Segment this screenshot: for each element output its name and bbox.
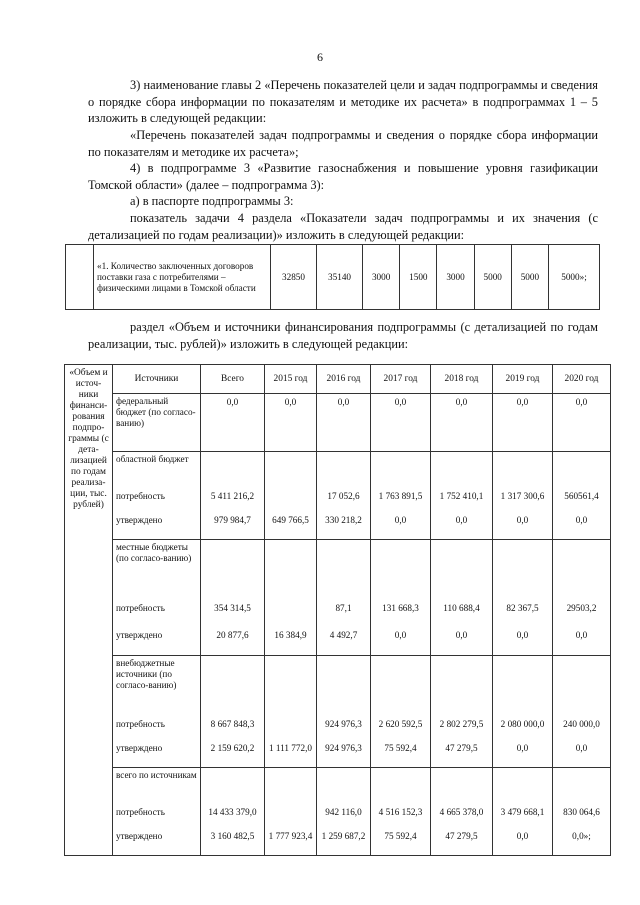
total-cell (371, 768, 431, 856)
total-source-cell (113, 768, 201, 856)
header-cell: 2017 год (371, 365, 431, 394)
local-need: 82 367,5 (506, 603, 539, 613)
offbudget-cell (317, 656, 371, 768)
indicator-table (65, 244, 600, 310)
finance-header-row (65, 365, 611, 394)
total-need (265, 806, 316, 819)
total-need: 3 479 668,1 (500, 807, 545, 817)
total-cell (493, 768, 553, 856)
indicator-value: 35140 (317, 245, 363, 310)
total-need: 830 064,6 (563, 807, 600, 817)
total-approved: 1 777 923,4 (268, 831, 313, 841)
total-approved: 3 160 482,5 (210, 831, 255, 841)
indicator-value: 5000 (474, 245, 511, 310)
local-need: 131 668,3 (382, 603, 419, 613)
indicator-value: 3000 (363, 245, 400, 310)
offbudget-approved: 47 279,5 (445, 743, 478, 753)
total-need: 942 116,0 (325, 807, 362, 817)
offbudget-need: 2 080 000,0 (500, 719, 545, 729)
paragraph-2: «Перечень показателей задач подпрограммы и сведения о порядке сбора информации по показателям и методике их расчета»; (88, 128, 598, 159)
paragraph-5: показатель задачи 4 раздела «Показатели задач подпрограммы и их значения (с детализацией по годам реализации)» изложить в следующей редакции: (88, 211, 598, 242)
regional-row (65, 452, 611, 540)
need-label: потребность (116, 603, 165, 613)
local-approved: 0,0 (455, 630, 468, 640)
header-cell: 2020 год (553, 365, 611, 394)
offbudget-approved: 924 976,3 (325, 743, 362, 753)
federal-cell (553, 394, 611, 452)
offbudget-cell (553, 656, 611, 768)
indicator-value: 3000 (437, 245, 474, 310)
regional-cell (265, 452, 317, 540)
local-approved: 0,0 (394, 630, 407, 640)
federal-value: 0,0 (284, 397, 297, 407)
finance-table (64, 364, 611, 856)
regional-need: 5 411 216,2 (210, 491, 255, 501)
regional-need: 1 317 300,6 (500, 491, 545, 501)
local-label: местные бюджеты (по согласо-ванию) (116, 542, 192, 563)
paragraph-1: 3) наименование главы 2 «Перечень показателей цели и задач подпрограммы и сведения о порядке сбора информации по показателям и методике их расчета» в подпрограммах 1 – 5 изложить в следующей редакции: (88, 78, 598, 125)
regional-cell (493, 452, 553, 540)
federal-cell (201, 394, 265, 452)
finance-first-cell: «Объем и источ-ники финанси-рования подпро-граммы (с дета-лизацией по годам реализа-ции, тыс. рублей) (65, 365, 113, 856)
total-approved: 1 259 687,2 (321, 831, 366, 841)
approved-label: утверждено (116, 743, 163, 753)
approved-label: утверждено (116, 630, 163, 640)
header-cell: 2015 год (265, 365, 317, 394)
regional-need (265, 490, 316, 503)
federal-value: 0,0 (575, 397, 588, 407)
offbudget-cell (431, 656, 493, 768)
regional-approved: 0,0 (575, 515, 588, 525)
total-row (65, 768, 611, 856)
need-label: потребность (116, 719, 165, 729)
local-approved: 0,0 (516, 630, 529, 640)
offbudget-need: 8 667 848,3 (210, 719, 255, 729)
regional-need: 560561,4 (564, 491, 599, 501)
local-approved: 0,0 (575, 630, 588, 640)
offbudget-need: 240 000,0 (563, 719, 600, 729)
local-cell (265, 540, 317, 656)
need-label: потребность (116, 491, 165, 501)
total-approved: 0,0»; (572, 831, 591, 841)
total-cell (317, 768, 371, 856)
regional-need: 1 752 410,1 (439, 491, 484, 501)
federal-cell (371, 394, 431, 452)
regional-cell (201, 452, 265, 540)
local-cell (371, 540, 431, 656)
regional-approved: 0,0 (455, 515, 468, 525)
total-cell (201, 768, 265, 856)
offbudget-approved: 1 111 772,0 (269, 743, 312, 753)
offbudget-cell (265, 656, 317, 768)
header-cell: Всего (201, 365, 265, 394)
regional-source-cell (113, 452, 201, 540)
paragraph-6: раздел «Объем и источники финансирования подпрограммы (с детализацией по годам реализации, тыс. рублей)» изложить в следующей редакции: (88, 320, 598, 351)
approved-label: утверждено (116, 831, 163, 841)
federal-cell (493, 394, 553, 452)
total-cell (553, 768, 611, 856)
indicator-value: 1500 (400, 245, 437, 310)
local-need: 110 688,4 (443, 603, 480, 613)
federal-value: 0,0 (337, 397, 350, 407)
offbudget-need (265, 718, 316, 731)
indicator-value: 5000 (511, 245, 548, 310)
offbudget-cell (371, 656, 431, 768)
regional-need: 1 763 891,5 (378, 491, 423, 501)
regional-need: 17 052,6 (327, 491, 360, 501)
indicator-spacer-cell (66, 245, 94, 310)
total-approved: 0,0 (516, 831, 529, 841)
offbudget-need: 924 976,3 (325, 719, 362, 729)
offbudget-approved: 0,0 (575, 743, 588, 753)
regional-label: областной бюджет (116, 454, 189, 464)
local-cell (553, 540, 611, 656)
page-number: 6 (317, 50, 323, 64)
header-cell: 2019 год (493, 365, 553, 394)
offbudget-approved: 0,0 (516, 743, 529, 753)
total-cell (431, 768, 493, 856)
federal-cell (317, 394, 371, 452)
local-need: 354 314,5 (214, 603, 251, 613)
local-approved: 4 492,7 (329, 630, 358, 640)
offbudget-row (65, 656, 611, 768)
federal-cell (431, 394, 493, 452)
local-approved: 20 877,6 (216, 630, 249, 640)
total-label: всего по источникам (116, 770, 197, 780)
federal-value: 0,0 (394, 397, 407, 407)
header-cell: 2016 год (317, 365, 371, 394)
local-row (65, 540, 611, 656)
offbudget-approved: 75 592,4 (384, 743, 417, 753)
total-cell (265, 768, 317, 856)
local-cell (317, 540, 371, 656)
offbudget-need: 2 802 279,5 (439, 719, 484, 729)
federal-value: 0,0 (226, 397, 239, 407)
total-approved: 75 592,4 (384, 831, 417, 841)
approved-label: утверждено (116, 515, 163, 525)
federal-row (65, 394, 611, 452)
indicator-value: 5000»; (548, 245, 599, 310)
regional-cell (553, 452, 611, 540)
indicator-value: 32850 (271, 245, 317, 310)
header-cell: Источники (113, 365, 201, 394)
regional-approved: 0,0 (516, 515, 529, 525)
local-need: 29503,2 (566, 603, 597, 613)
local-approved: 16 384,9 (274, 630, 307, 640)
indicator-name: «1. Количество заключенных договоров поставки газа с потребителями – физическими лицами в Томской области (94, 245, 271, 310)
offbudget-source-cell (113, 656, 201, 768)
local-source-cell (113, 540, 201, 656)
paragraph-4: а) в паспорте подпрограммы 3: (130, 194, 294, 208)
local-cell (431, 540, 493, 656)
total-need: 4 516 152,3 (378, 807, 423, 817)
offbudget-cell (201, 656, 265, 768)
regional-approved: 979 984,7 (214, 515, 251, 525)
total-need: 4 665 378,0 (439, 807, 484, 817)
total-need: 14 433 379,0 (208, 807, 257, 817)
local-cell (201, 540, 265, 656)
local-cell (493, 540, 553, 656)
paragraph-3: 4) в подпрограмме 3 «Развитие газоснабжения и повышение уровня газификации Томской области» (далее – подпрограмма 3): (88, 161, 598, 192)
regional-approved: 0,0 (394, 515, 407, 525)
federal-value: 0,0 (516, 397, 529, 407)
regional-approved: 330 218,2 (325, 515, 362, 525)
federal-value: 0,0 (455, 397, 468, 407)
regional-cell (431, 452, 493, 540)
need-label: потребность (116, 807, 165, 817)
federal-cell (265, 394, 317, 452)
local-need (265, 602, 316, 615)
local-need: 87,1 (335, 603, 352, 613)
indicator-row (66, 245, 600, 310)
offbudget-label: внебюджетные источники (по согласо-ванию) (116, 658, 177, 690)
regional-approved: 649 766,5 (272, 515, 309, 525)
regional-cell (371, 452, 431, 540)
regional-cell (317, 452, 371, 540)
offbudget-approved: 2 159 620,2 (210, 743, 255, 753)
header-cell: 2018 год (431, 365, 493, 394)
offbudget-cell (493, 656, 553, 768)
offbudget-need: 2 620 592,5 (378, 719, 423, 729)
federal-label: федеральный бюджет (по согласо-ванию) (113, 394, 201, 452)
total-approved: 47 279,5 (445, 831, 478, 841)
